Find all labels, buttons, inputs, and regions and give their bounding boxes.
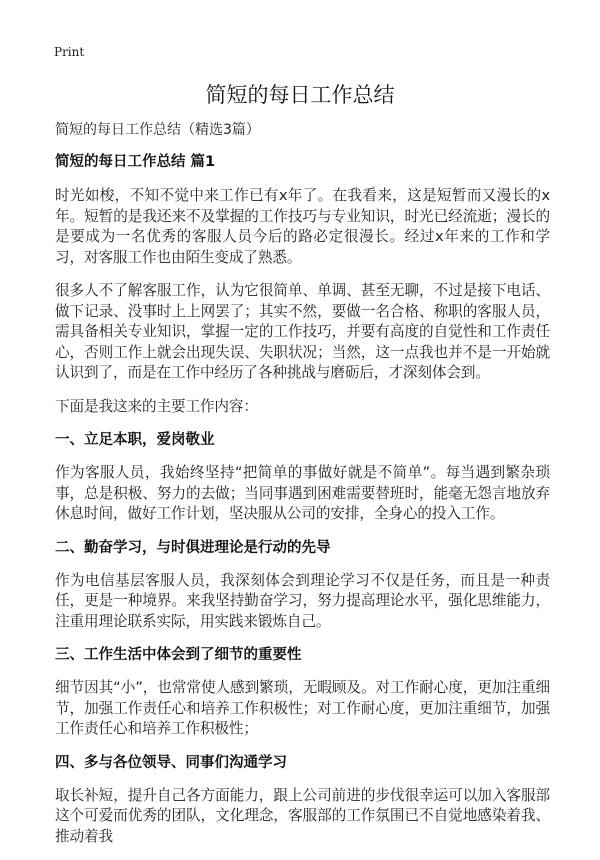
paragraph: 取长补短，提升自己各方面能力，跟上公司前进的步伐很幸运可以加入客服部这个可爱而优秀的团队，文化理念，客服部的工作氛围已不自觉地感染着我、推动着我 <box>55 786 550 845</box>
paragraph: 时光如梭，不知不觉中来工作已有x年了。在我看来，这是短暂而又漫长的x年。短暂的是我还来不及掌握的工作技巧与专业知识，时光已经流逝；漫长的是要成为一名优秀的客服人员今后的路必定很漫长。经过x年来的工作和学习，对客服工作也由陌生变成了熟悉。 <box>55 187 550 266</box>
paragraph: 作为电信基层客服人员，我深刻体会到理论学习不仅是任务，而且是一种责任，更是一种境界。来我坚持勤奋学习，努力提高理论水平，强化思维能力，注重用理论联系实际，用实践来锻炼自己。 <box>55 571 550 630</box>
print-link[interactable]: Print <box>54 45 85 59</box>
section-heading: 一、立足本职，爱岗敬业 <box>55 432 215 448</box>
paragraph: 作为客服人员，我始终坚持“把简单的事做好就是不简单”。每当遇到繁杂琐事，总是积极、努力的去做；当同事遇到困难需要替班时，能毫无怨言地放弃休息时间，做好工作计划，坚决服从公司的安排，全身心的投入工作。 <box>55 464 550 522</box>
paragraph: 细节因其“小”，也常常使人感到繁琐，无暇顾及。对工作耐心度，更加注重细节，加强工作责任心和培养工作积极性；对工作耐心度，更加注重细节，加强工作责任心和培养工作积极性； <box>55 679 550 737</box>
paragraph: 下面是我这来的主要工作内容： <box>55 397 258 415</box>
section-heading: 二、勤奋学习，与时俱进理论是行动的先导 <box>55 539 331 556</box>
part-title: 简短的每日工作总结 篇1 <box>55 154 216 170</box>
document-body <box>55 120 550 860</box>
document-subtitle: 简短的每日工作总结（精选3篇） <box>55 122 260 138</box>
paragraph: 很多人不了解客服工作，认为它很简单、单调、甚至无聊，不过是接下电话、做下记录、没事时上上网罢了；其实不然，要做一名合格、称职的客服人员，需具备相关专业知识，掌握一定的工作技巧，并要有高度的自觉性和工作责任心，否则工作上就会出现失误、失职状况；当然，这一点我也并不是一开始就认识到了，而是在工作中经历了各种挑战与磨砺后，才深刻体会到。 <box>55 282 550 381</box>
section-heading: 三、工作生活中体会到了细节的重要性 <box>55 647 302 663</box>
section-heading: 四、多与各位领导、同事们沟通学习 <box>55 754 287 771</box>
document-title: 简短的每日工作总结 <box>205 83 395 107</box>
